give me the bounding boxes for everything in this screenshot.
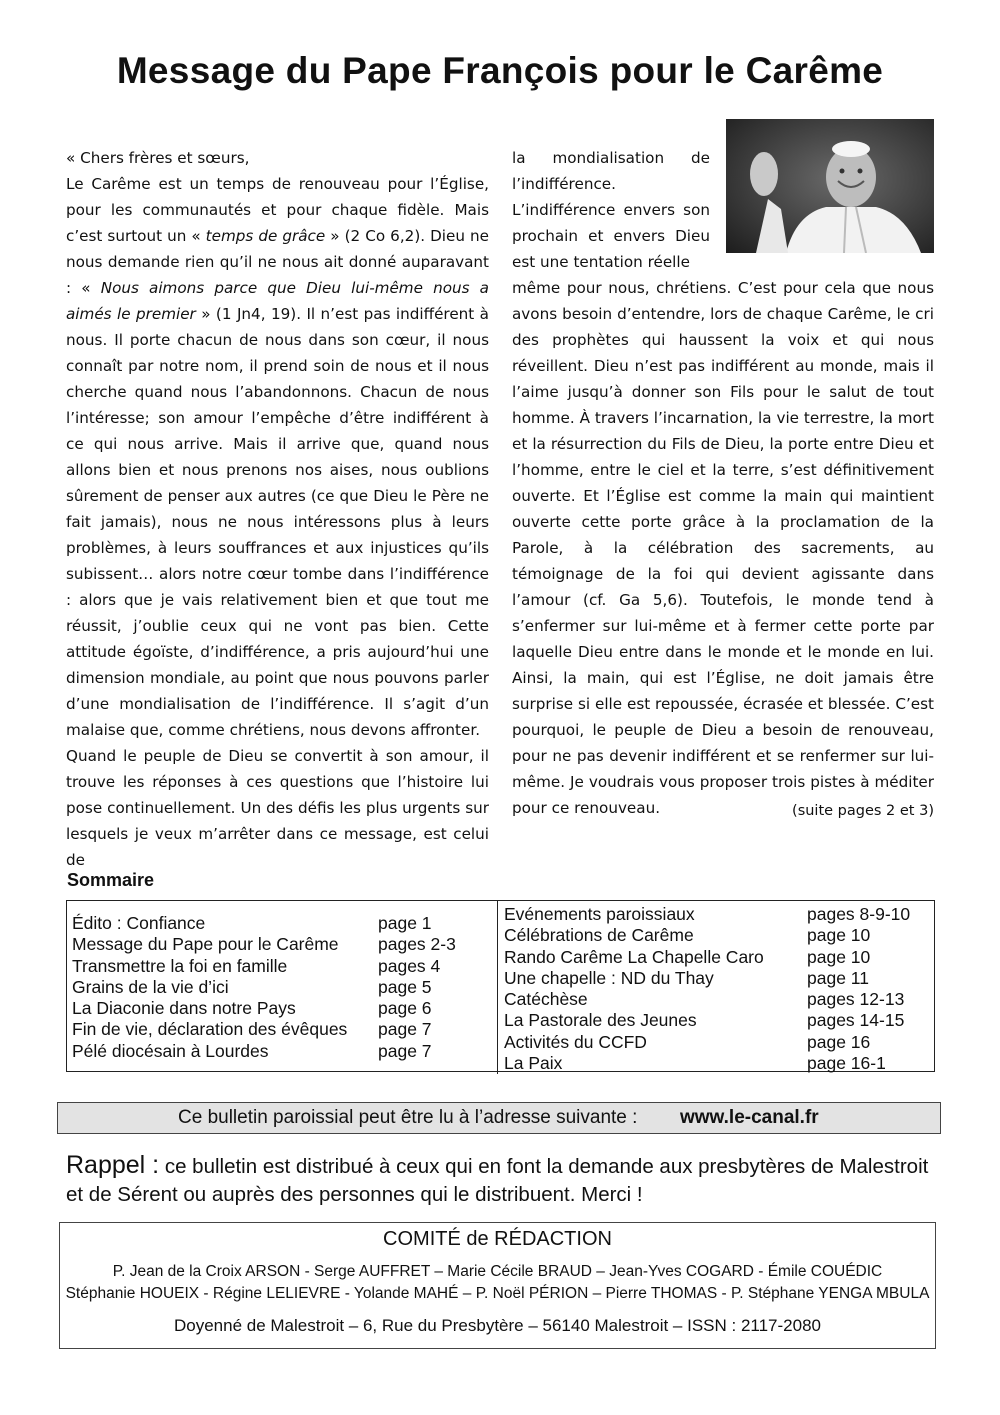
- website-link[interactable]: www.le-canal.fr: [680, 1107, 819, 1128]
- paragraph: Quand le peuple de Dieu se convertit à son amour, il trouve les réponses à ces questions que l’histoire lui pose continuellement. Un des défis les plus urgents sur lesquels je veux m’arrêter dans ce message, est celui de: [66, 747, 489, 869]
- sommaire-left-column: [67, 901, 497, 1062]
- reminder-lead: Rappel :: [66, 1151, 160, 1179]
- sommaire-entry: Evénements paroissiaux pages 8-9-10: [504, 904, 911, 924]
- sommaire-entry: Célébrations de Carême page 10: [504, 925, 871, 946]
- sommaire-entry: Édito : Confiance page 1: [72, 913, 432, 933]
- pope-photo: [726, 119, 934, 253]
- sommaire-entry: Transmettre la foi en famille pages 4: [72, 955, 441, 976]
- sommaire-entry: Catéchèse pages 12-13: [504, 989, 905, 1010]
- sommaire-entry: La Paix page 16-1: [504, 1053, 886, 1074]
- article-right-column: [512, 275, 934, 821]
- article-left-column: [66, 145, 489, 873]
- paragraph: même pour nous, chrétiens. C’est pour cela que nous avons besoin d’entendre, lors de chaque Carême, le cri des prophètes qui haussent la voix et qui nous réveillent. Dieu n’est pas indifférent au monde, mais il l’aime jusqu’à donner son Fils pour le salut de tout homme. À travers l’incarnation, la vie terrestre, la mort et la résurrection du Fils de Dieu, la porte entre Dieu et l’homme, entre le ciel et la terre, s’est définitivement ouverte. Et l’Église est comme la main qui maintient ouverte cette porte grâce à la proclamation de la Parole, à la célébration des sacrements, au témoignage de la foi qui devient agissante dans l’amour (cf. Ga 5,6). Toutefois, le monde tend à s’enfermer sur lui-même et à fermer cette porte par laquelle Dieu entre dans le monde et le monde en lui. Ainsi, la main, qui est l’Église, ne doit jamais être surprise si elle est repoussée, écrasée et blessée. C’est pourquoi, le peuple de Dieu a besoin de renouveau, pour ne pas devenir indifférent et se renfermer sur lui-même. Je voudrais vous proposer trois pistes à méditer pour ce renouveau.: [512, 279, 934, 817]
- sommaire-entry: Pélé diocésain à Lourdes page 7: [72, 1040, 432, 1061]
- committee-members-line: Stéphanie HOUEIX - Régine LELIEVRE - Yolande MAHÉ – P. Noël PÉRION – Pierre THOMAS - P. Stéphane YENGA MBULA: [65, 1285, 930, 1302]
- paragraph: Le Carême est un temps de renouveau pour l’Église, pour les communautés et pour chaque fidèle. Mais c’est surtout un « temps de grâce » (2 Co 6,2). Dieu ne nous demande rien qu’il ne nous ait donné auparavant : « Nous aimons parce que Dieu lui-même nous a aimés le premier » (1 Jn4, 19). Il n’est pas indifférent à nous. Il porte chacun de nous dans son cœur, il nous connaît par notre nom, il prend soin de nous et il nous cherche quand nous l’abandonnons. Chacun de nous l’intéresse; son amour l’empêche d’être indifférent à ce qui nous arrive. Mais il arrive que, quand nous allons bien et nous prenons nos aises, nous oublions sûrement de penser aux autres (ce que Dieu le Père ne fait jamais), nous ne nous intéressons plus à leurs problèmes, à leurs souffrances et aux injustices qu’ils subissent… alors notre cœur tombe dans l’indifférence : alors que je vais relativement bien et que tout me réussit, j’oublie ceux qui ne vont pas bien. Cette attitude égoïste, d’indifférence, a pris aujourd’hui une dimension mondiale, au point que nous pouvons parler d’une mondialisation de l’indifférence. Il s’agit d’un malaise que, comme chrétiens, nous devons affronter.: [66, 175, 489, 739]
- reminder-notice: [66, 1151, 946, 1209]
- article-right-column-top: [512, 145, 710, 275]
- continued-note: (suite pages 2 et 3): [792, 803, 934, 819]
- sommaire-entry: La Pastorale des Jeunes pages 14-15: [504, 1010, 905, 1031]
- page-title: Message du Pape François pour le Carême: [116, 50, 884, 91]
- sommaire-heading: Sommaire: [67, 870, 155, 890]
- paragraph: L’indifférence envers son prochain et envers Dieu est une tentation réelle: [512, 201, 710, 271]
- editorial-committee-box: [59, 1222, 936, 1349]
- sommaire-entry: Activités du CCFD page 16: [504, 1031, 871, 1052]
- sommaire-entry: Rando Carême La Chapelle Caro page 10: [504, 946, 871, 967]
- sommaire-entry: Une chapelle : ND du Thay page 11: [504, 967, 869, 988]
- sommaire-right-column: [497, 901, 934, 1074]
- committee-members-line: P. Jean de la Croix ARSON - Serge AUFFRET – Marie Cécile BRAUD – Jean-Yves COGARD - Émile COUÉDIC: [112, 1263, 883, 1280]
- committee-members: [60, 1261, 935, 1305]
- sommaire-table: [66, 900, 935, 1072]
- sommaire-entry: Grains de la vie d’ici page 5: [72, 976, 432, 997]
- paragraph: la mondialisation de l’indifférence.: [512, 149, 710, 193]
- sommaire-entry: Message du Pape pour le Carême pages 2-3: [72, 934, 456, 955]
- committee-heading: COMITÉ de RÉDACTION: [383, 1228, 612, 1250]
- banner-text: Ce bulletin paroissial peut être lu à l’adresse suivante :: [178, 1107, 638, 1128]
- reminder-text: ce bulletin est distribué à ceux qui en font la demande aux presbytères de Malestroit et de Sérent ou auprès des personnes qui le distribuent. Merci !: [66, 1155, 929, 1206]
- committee-address: Doyenné de Malestroit – 6, Rue du Presbytère – 56140 Malestroit – ISSN : 2117-2080: [173, 1316, 821, 1335]
- sommaire-entry: La Diaconie dans notre Pays page 6: [72, 998, 432, 1019]
- greeting: « Chers frères et sœurs,: [66, 149, 250, 167]
- sommaire-entry: Fin de vie, déclaration des évêques page 7: [72, 1019, 432, 1040]
- web-address-banner: [57, 1102, 941, 1134]
